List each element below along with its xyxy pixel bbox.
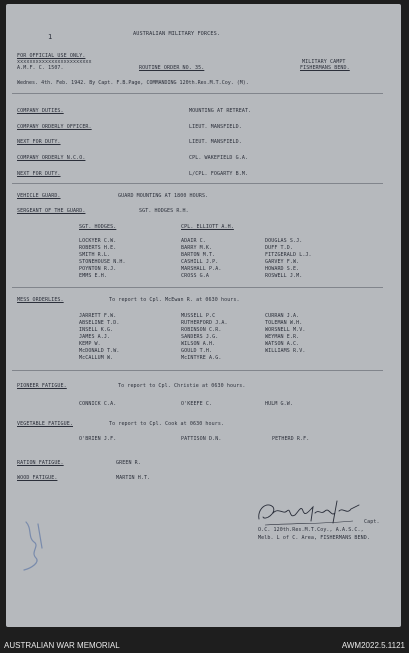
guard-list-item: STONEHOUSE N.H. — [79, 259, 126, 265]
guard-list-item: SMITH R.L. — [79, 252, 111, 258]
mess-list-item: ABSELINE T.D. — [79, 320, 120, 326]
vegetable-list-item: PETHERD R.F. — [272, 436, 310, 442]
next-for-duty-value: L/CPL. FOGARTY B.M. — [189, 171, 249, 177]
document-title: AUSTRALIAN MILITARY FORCES. — [133, 31, 221, 37]
guard-list-item: BARTON M.T. — [181, 252, 216, 258]
guard-list-item: GARVEY F.W. — [265, 259, 300, 265]
pioneer-fatigue-instruction: To report to Cpl. Christie at 0630 hours. — [118, 383, 246, 389]
guard-list-item: ROSWELL J.M. — [265, 273, 303, 279]
mess-list-item: JARRETT F.W. — [79, 313, 117, 319]
mess-list-item: McCALLUM W. — [79, 355, 114, 361]
guard-list-item: POYNTON R.J. — [79, 266, 117, 272]
sergeant-of-guard-label: SERGEANT OF THE GUARD. — [17, 208, 86, 214]
mess-list-item: WILLIAMS R.V. — [265, 348, 306, 354]
pioneer-fatigue-label: PIONEER FATIGUE. — [17, 383, 67, 389]
pioneer-list-item: HULM G.W. — [265, 401, 293, 407]
guard-list-item: BARRY M.K. — [181, 245, 213, 251]
guard-list-item: EMMS E.H. — [79, 273, 107, 279]
camp-name-2: FISHERMANS BEND. — [300, 65, 350, 71]
archive-footer — [0, 638, 409, 653]
mess-list-item: WATSON A.C. — [265, 341, 300, 347]
sergeant-of-guard-value: SGT. HODGES R.H. — [139, 208, 189, 214]
mess-list-item: GOULD T.H. — [181, 348, 213, 354]
vegetable-list-item: O'BRIEN J.F. — [79, 436, 117, 442]
struck-line: xxxxxxxxxxxxxxxxxxxxxxxx — [17, 59, 92, 65]
divider — [12, 93, 383, 94]
ration-fatigue-name: GREEN R. — [116, 460, 141, 466]
archive-name: AUSTRALIAN WAR MEMORIAL — [4, 641, 120, 650]
official-use-label: FOR OFFICIAL USE ONLY. — [17, 53, 86, 59]
orderly-nco-label: COMPANY ORDERLY N.C.O. — [17, 155, 86, 161]
vegetable-list-item: PATTISON D.N. — [181, 436, 222, 442]
wood-fatigue-name: MARTIN H.T. — [116, 475, 151, 481]
guard-list-item: CASHILL J.P. — [181, 259, 219, 265]
guard-column-head: CPL. ELLIOTT A.H. — [181, 224, 234, 230]
vegetable-fatigue-instruction: To report to Cpl. Cook at 0630 hours. — [109, 421, 225, 427]
mess-list-item: INSELL K.G. — [79, 327, 114, 333]
mess-list-item: RUTHERFORD J.A. — [181, 320, 228, 326]
pioneer-list-item: CONNICK C.A. — [79, 401, 117, 407]
company-duties-value: MOUNTING AT RETREAT. — [189, 108, 252, 114]
next-for-duty-label: NEXT FOR DUTY. — [17, 139, 61, 145]
mess-list-item: ROBINSON C.R. — [181, 327, 222, 333]
camp-name-1: MILITARY CAMPT — [302, 59, 346, 65]
vehicle-guard-label: VEHICLE GUARD. — [17, 193, 61, 199]
guard-list-item: ADAIR C. — [181, 238, 206, 244]
signoff-line: Melb. L of C. Area, FISHERMANS BEND. — [258, 535, 370, 541]
next-for-duty-value: LIEUT. MANSFIELD. — [189, 139, 242, 145]
form-number: A.M.F. C. 1507. — [17, 65, 64, 71]
mess-orderlies-label: MESS ORDERLIES. — [17, 297, 64, 303]
orderly-officer-label: COMPANY ORDERLY OFFICER. — [17, 124, 92, 130]
mess-list-item: TOLEMAN W.H. — [265, 320, 303, 326]
mess-list-item: WEYMAN E.R. — [265, 334, 300, 340]
guard-column-head: SGT. HODGES. — [79, 224, 117, 230]
guard-list-item: DUFF T.D. — [265, 245, 293, 251]
signature-rank: Capt. — [364, 519, 380, 525]
guard-list-item: MARSHALL P.A. — [181, 266, 222, 272]
routine-order-number: ROUTINE ORDER NO. 35. — [139, 65, 205, 71]
company-duties-label: COMPANY DUTIES. — [17, 108, 64, 114]
guard-list-item: LOCKYER C.W. — [79, 238, 117, 244]
wood-fatigue-label: WOOD FATIGUE. — [17, 475, 58, 481]
next-for-duty-label: NEXT FOR DUTY. — [17, 171, 61, 177]
mess-list-item: CURRAN J.A. — [265, 313, 300, 319]
mess-list-item: McDONALD T.W. — [79, 348, 120, 354]
pioneer-list-item: O'KEEFE C. — [181, 401, 213, 407]
vegetable-fatigue-label: VEGETABLE FATIGUE. — [17, 421, 73, 427]
divider — [12, 183, 383, 184]
handwritten-signature — [255, 497, 365, 531]
divider — [12, 370, 383, 371]
guard-list-item: DOUGLAS S.J. — [265, 238, 303, 244]
order-date-line: Wednes. 4th. Feb. 1942. By Capt. F.B.Page, COMMANDING 120th.Res.M.T.Coy. (M). — [17, 80, 249, 86]
orderly-officer-value: LIEUT. MANSFIELD. — [189, 124, 242, 130]
ration-fatigue-label: RATION FATIGUE. — [17, 460, 64, 466]
guard-list-item: CROSS G.A — [181, 273, 209, 279]
guard-list-item: HOWARD S.E. — [265, 266, 300, 272]
mess-list-item: WORSNELL M.V. — [265, 327, 306, 333]
mess-list-item: JAMES A.J. — [79, 334, 111, 340]
orderly-nco-value: CPL. WAKEFIELD G.A. — [189, 155, 249, 161]
page-mark: 1 — [48, 33, 53, 41]
mess-list-item: MUSSELL P.C — [181, 313, 216, 319]
mess-orderlies-instruction: To report to Cpl. McEwan R. at 0630 hours. — [109, 297, 240, 303]
mess-list-item: KEMP W. — [79, 341, 101, 347]
mess-list-item: WILSON A.H. — [181, 341, 216, 347]
vehicle-guard-value: GUARD MOUNTING AT 1800 HOURS. — [118, 193, 209, 199]
divider — [12, 287, 383, 288]
mess-list-item: McINTYRE A.G. — [181, 355, 222, 361]
mess-list-item: SANDERS J.G. — [181, 334, 219, 340]
guard-list-item: ROBERTS H.E. — [79, 245, 117, 251]
signoff-line: O.C. 120th.Res.M.T.Coy., A.A.S.C., — [258, 527, 364, 533]
guard-list-item: FITZGERALD L.J. — [265, 252, 312, 258]
pencil-annotation — [18, 518, 48, 572]
archive-reference: AWM2022.5.1121 — [341, 641, 405, 650]
